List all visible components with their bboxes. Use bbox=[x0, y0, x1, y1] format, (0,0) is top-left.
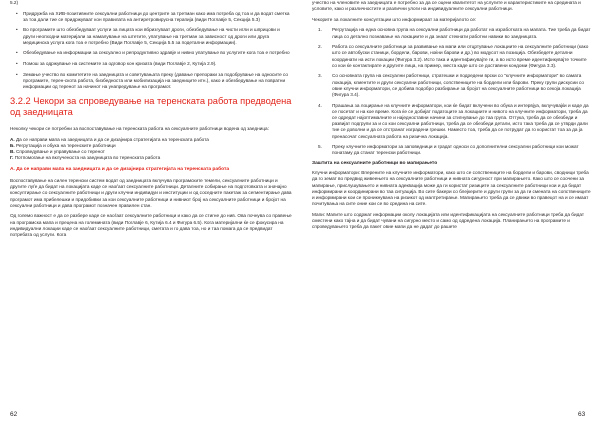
numbered-item: 5. Преку клучните информатори за заповедници и градат односи со дополнителни сексуални работници кои можат понатаму да станат теренски работници. bbox=[318, 144, 579, 156]
body-paragraph: Клучни информатори: Вперените на клучните информатори, како што се сопствениците на бордели и барови, сводници треба да го земат во предвид живеењето на сексуалните работници и нивната сигурност при мапирањето. Како што се соочени за мапирање, прислушувањето и нивната адеквација може да ги користат ризиците за сексуалните работници кои и да бидат информирани и координирани во таа ситуација. Во сите бакери со блејкерите и други групи за да ги смената на сопствениците и информирани кои се проникнувана на ризикот од малтретирање. Мапирањето треба да се движи во правецот на и се имаат почитувања на сите оние кои се во средина на сите. bbox=[312, 170, 591, 207]
steps-list bbox=[10, 137, 292, 162]
numbered-text: Работа со сексуалните работници за развивање на мапи или отцртување локациите на сексуалните работници (како што се автобуски станици, бордели, барови, ноќни барови и др.) во модусот на позиција. Обезбедете детални координати на исти локации (Фигура 3.2). Исто така и идентификувајте ги, а во исто време идентификувајте точките со кои ќе контактирате и другите лица, на пример, места каде што се доставени кондоми (Фигура 3.3). bbox=[332, 44, 589, 68]
bullet-item bbox=[10, 50, 292, 56]
numbered-text: Прашања за лоцирање на клучните информатори, кои ќе бидат вклучени во обука и интервјуа, вклучувајќи и каде да се посетат и на кое време. Кога ќе се добијат податоците за локациите и нивото на клучните информатори, треба да се одредат најоптималните и наједноставни начини за стигнување до таа група. Оттука, треба да се обезбеди и развијат подгрупи за и со кои сексуални работници, треба да се обезбеди детали, исто така треба да се утврди дали тие се доволни и да се отстранат изградени грешки. Наместо тоа, треба да се потрудат да го користат тоа за да ја пренасочат сексуалната работа на ризична локација. bbox=[332, 102, 589, 139]
step-letter: Г. bbox=[10, 155, 14, 161]
bullet-item bbox=[10, 27, 292, 46]
numbered-text: Преку клучните информатори за заповедници и градат односи со дополнителни сексуални работници кои можат понатаму да станат теренски работници. bbox=[332, 144, 579, 156]
bullet-icon: • bbox=[16, 60, 18, 66]
numbered-item: 3. Со основната група на сексуални работници, стратешки и подредени врски со "клучните информатори" во самата локација, клиентите и други сексуални работници, сопствениците на бордели или барови. Преку групи дискусии со овие клучни информатори, се добива подобро разбирање за бројот на сексуалните работници во секоја локација (Фигура 3.4). bbox=[318, 73, 585, 97]
red-subheading: А. Да се направи мапа на заедницата и да се дизајнира стратегијата на теренската работа bbox=[10, 166, 230, 172]
bullet-text: Обезбедување на информации за сексуално и репродуктивно здравје и нивно упатување во услугите кога тоа е потребно bbox=[23, 50, 290, 56]
bullet-text: Помош за одржување на системите за одговор кон кризата (види Поглавје 2, Кутија 2.9). bbox=[23, 60, 217, 66]
bullet-item bbox=[10, 61, 292, 67]
section-heading: 3.2.2 Чекори за спроведување на теренската работа предводена од заедницата bbox=[10, 96, 292, 118]
left-page bbox=[10, 0, 292, 424]
right-page bbox=[312, 0, 592, 424]
page-number-left: 62 bbox=[10, 411, 18, 418]
step-item bbox=[10, 155, 292, 161]
intro-ref: 5.2) bbox=[10, 0, 19, 5]
step-letter: В. bbox=[10, 149, 15, 155]
step-text: Да се направи мапа на заедницата и да се дизајнира стратегијата на теренската работа bbox=[16, 136, 209, 142]
bullet-icon: • bbox=[16, 10, 18, 16]
numbered-text: Со основната група на сексуални работници, стратешки и подредени врски со "клучните информатори" во самата локација, клиентите и други сексуални работници, сопствениците на бордели или барови. Преку групи дискусии со овие клучни информатори, се добива подобро разбирање за бројот на сексуалните работници во секоја локација (Фигура 3.4). bbox=[332, 73, 585, 97]
body-paragraph: учество на членовите на заедницата е потребно за да се оцени квалитетот на услугите и карактеристиките на средината и условите, како и различностите и различни улоги на индивидуалните сексуални работници. bbox=[312, 0, 581, 12]
numbered-item: 2. Работа со сексуалните работници за развивање на мапи или отцртување локациите на сексуалните работници (како што се автобуски станици, бордели, барови, ноќни барови и др.) во модусот на позиција. Обезбедете детални координати на исти локации (Фигура 3.2). Исто така и идентификувајте ги, а во исто време идентификувајте точките со кои ќе контактирате и другите лица, на пример, места каде што се доставени кондоми (Фигура 3.3). bbox=[318, 44, 589, 68]
step-letter: Б. bbox=[10, 142, 15, 148]
step-text: Спроведување и управување со теренот bbox=[16, 149, 105, 155]
step-letter: А. bbox=[10, 136, 15, 142]
bullet-item bbox=[10, 11, 292, 23]
page-number-right: 63 bbox=[578, 411, 586, 418]
step-text: Потпомогање на вклученоста на заедницата во теренската работа bbox=[14, 155, 161, 161]
body-paragraph: Воспоставување на силен теренски систем водат од заедницата вклучува програмските темели, сексуалните работници и другите луѓе да бидат на локацијата каде се наоѓаат сексуалните работници. Деталните собирање на подготовката и значајно консултирање со сексуалните работници и други клучни индивидуи и институции и од соседните пакетаж за сегментирање дава програмот има прибелешки и придобивки за кои сексуалните работници и нивниот број на сексуалните работници и бројот на сексуални работници и дава програмот позначен правилен стан. bbox=[10, 177, 292, 208]
body-paragraph: Мапи: Мапите што содржат информации околу локацијата или идентификацијата на сексуалните работници треба да бидат сместени како тајна и да бидат чувани на сигурно место и само од одредена локација. Планирањето на програмите и спроведувањето треба да пакет овие мапи да не дадат до рашете bbox=[312, 211, 584, 230]
bullet-item bbox=[10, 72, 292, 91]
bullet-icon: • bbox=[16, 71, 18, 77]
body-paragraph: Од големо важност е да се разбере каде се наоѓаат сексуалните работници и како да се стигне до нив. Ова почнува со правење на програмска мапа и прецена на големината (види Поглавје 6, Кутија 6.4 и Фигура 6.5). Когa материјални ќе се фокусира на индивидуални локации каде се наоѓаат сексуалните работници, сметата и го дава тоа, но и таа помага да се предвидат потребата од услуги. Кога bbox=[10, 213, 292, 237]
bullet-icon: • bbox=[16, 27, 18, 33]
bullet-icon: • bbox=[16, 50, 18, 56]
bullet-text: Придружба на ХИВ-позитивните сексуални работници до центрите за третман како има потреба од тоа и да водат сметка за тоа дали тие се придржуваат кон правилата на антиретровирусна терапија (види Поглавје 5, Секција 5.3) bbox=[23, 10, 290, 22]
body-paragraph: Чекорите за локалните консултации што информираат за материјалото се: bbox=[312, 16, 477, 22]
numbered-text: Регрутација на една основна група на сексуални работници да работат на изработката на мапата. Тие треба да бидат лица со детално познавање на локациите и да знаат стекнати работни навики во заедницата. bbox=[332, 27, 591, 39]
bullet-text: Земање учество во комитетите на заедницата и советувањата преку (давање препораки за подобрување на односите со програмите, терен-скота работа, бизбедноста или мобилизација на заедниците итн.), како и обезбедување на повратни информации од теренот за начинот на унапредување на програмот. bbox=[23, 71, 288, 89]
section-intro: Неколку чекори се потребни за воспоставување на теренската работа на сексуалните работници водена од заедница: bbox=[10, 126, 269, 132]
subheading: Заштита на сексуалните работници во мапирањето bbox=[312, 161, 438, 166]
step-text: Регрутација и обука на теренските работници bbox=[15, 142, 116, 148]
numbered-item: 1. Регрутација на една основна група на сексуални работници да работат на изработката на мапата. Тие треба да бидат лица со детално познавање на локациите и да знаат стекнати работни навики во заедницата. bbox=[318, 27, 591, 39]
numbered-item: 4. Прашања за лоцирање на клучните информатори, кои ќе бидат вклучени во обука и интервјуа, вклучувајќи и каде да се посетат и на кое време. Кога ќе се добијат податоците за локациите и нивото на клучните информатори, треба да се одредат најоптималните и наједноставни начини за стигнување до таа група. Оттука, треба да се обезбеди и развијат подгрупи за и со кои сексуални работници, треба да се обезбеди детали, исто така треба да се утврди дали тие се доволни и да се отстранат изградени грешки. Наместо тоа, треба да се потрудат да го користат тоа за да ја пренасочат сексуалната работа на ризична локација. bbox=[318, 102, 589, 139]
bullet-text: Во програмите што обезбедуваат услуги за лицата кои вбризгуваат дроги, обезбедување на чисти игли и шприцови и други неопходни материјали за намалување на штетите, упатување на третман за зависност од дроги или друга медицинска услуга кога тоа е потребно (Види Поглавје 5, Секција 5.5 за подетални информации). bbox=[23, 27, 280, 45]
